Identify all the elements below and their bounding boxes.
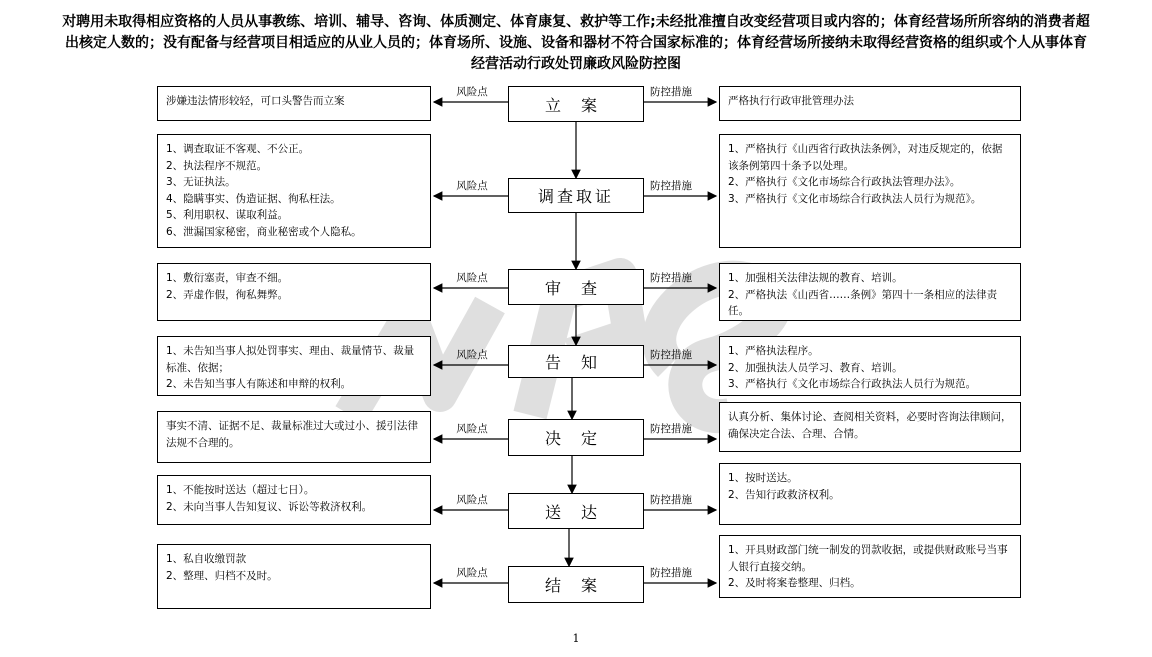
- risk-item: 4、隐瞒事实、伪造证据、徇私枉法。: [166, 192, 341, 205]
- control-box-delivery: [719, 463, 1021, 525]
- risk-item: 1、未告知当事人拟处罚事实、理由、裁量情节、裁量标准、依据；: [166, 345, 415, 374]
- step-delivery: 送达: [508, 493, 644, 529]
- risk-label: 风险点: [456, 272, 488, 284]
- control-label: 防控措施: [650, 423, 692, 435]
- control-item: 1、严格执行《山西省行政执法条例》，对违反规定的，依据该条例第四十条予以处理。: [728, 143, 1003, 172]
- control-item: 1、严格执法程序。: [728, 345, 819, 357]
- control-item: 3、严格执行《文化市场综合行政执法人员行为规范。: [728, 378, 977, 390]
- risk-item: 2、未告知当事人有陈述和申辩的权利。: [166, 378, 352, 390]
- risk-item: 2、未向当事人告知复议、诉讼等救济权利。: [166, 500, 373, 513]
- risk-item: 1、调查取证不客观、不公正。: [166, 143, 310, 155]
- control-item: 1、加强相关法律法规的教育、培训。: [728, 272, 903, 284]
- step-investigation: 调查取证: [508, 178, 644, 213]
- control-box-filing: [719, 86, 1021, 121]
- risk-item: 2、弄虚作假，徇私舞弊。: [166, 288, 289, 301]
- page-title: 对聘用未取得相应资格的人员从事教练、培训、辅导、咨询、体质测定、体育康复、救护等工作;未经批准擅自改变经营项目或内容的；体育经营场所所容纳的消费者超出核定人数的；没有配备与经营项目相适应的从业人员的；体育场所、设施、设备和器材不符合国家标准的；体育经营场所接纳未取得经营资格的组织或个人从事体育经营活动行政处罚廉政风险防控图: [62, 14, 1090, 72]
- risk-label: 风险点: [456, 567, 488, 579]
- page-number: 1: [572, 632, 580, 645]
- risk-item: 6、泄漏国家秘密，商业秘密或个人隐私。: [166, 225, 362, 238]
- step-decision: 决定: [508, 419, 644, 456]
- step-closing: 结案: [508, 566, 644, 603]
- control-box-investigation: [719, 134, 1021, 248]
- control-item: 3、严格执行《文化市场综合行政执法人员行为规范》。: [728, 192, 982, 205]
- risk-label: 风险点: [456, 423, 488, 435]
- control-label: 防控措施: [650, 494, 692, 506]
- control-box-closing: [719, 535, 1021, 598]
- control-item: 2、严格执行《文化市场综合行政执法管理办法》。: [728, 176, 961, 188]
- control-item: 2、告知行政救济权利。: [728, 488, 840, 501]
- control-box-decision: [719, 402, 1021, 452]
- control-label: 防控措施: [650, 567, 692, 579]
- risk-box-filing: [157, 86, 431, 121]
- risk-box-decision: [157, 411, 431, 463]
- risk-label: 风险点: [456, 86, 488, 98]
- risk-label: 风险点: [456, 494, 488, 506]
- risk-item: 1、不能按时送达（超过七日）。: [166, 484, 315, 496]
- risk-label: 风险点: [456, 349, 488, 361]
- control-label: 防控措施: [650, 272, 692, 284]
- risk-box-investigation: [157, 134, 431, 248]
- control-item: 2、及时将案卷整理、归档。: [728, 577, 861, 589]
- step-filing: 立案: [508, 86, 644, 122]
- control-label: 防控措施: [650, 349, 692, 361]
- risk-item: 5、利用职权、谋取利益。: [166, 209, 289, 221]
- control-box-review: [719, 263, 1021, 321]
- risk-label: 风险点: [456, 180, 488, 192]
- risk-box-closing: [157, 544, 431, 609]
- risk-box-notification: [157, 336, 431, 396]
- control-item: 1、开具财政部门统一制发的罚款收据，或提供财政账号当事人银行直接交纳。: [728, 544, 1008, 573]
- risk-box-delivery: [157, 475, 431, 525]
- control-box-notification: [719, 336, 1021, 396]
- control-label: 防控措施: [650, 180, 692, 192]
- risk-item: 事实不清、证据不足、裁量标准过大或过小、援引法律法规不合理的。: [166, 420, 418, 449]
- risk-item: 1、私自收缴罚款: [166, 553, 247, 565]
- control-item: 1、按时送达。: [728, 472, 798, 484]
- risk-item: 2、整理、归档不及时。: [166, 569, 278, 582]
- step-notification: 告知: [508, 345, 644, 378]
- risk-item: 2、执法程序不规范。: [166, 159, 268, 172]
- risk-item: 3、无证执法。: [166, 176, 236, 188]
- risk-item: 涉嫌违法情形较轻，可口头警告而立案: [166, 95, 345, 107]
- control-item: 严格执行行政审批管理办法: [728, 95, 854, 107]
- risk-box-review: [157, 263, 431, 321]
- control-item: 2、严格执法《山西省……条例》第四十一条相应的法律责任。: [728, 288, 998, 317]
- risk-item: 1、敷衍塞责，审查不细。: [166, 272, 289, 284]
- control-label: 防控措施: [650, 86, 692, 98]
- control-item: 认真分析、集体讨论、查阅相关资料，必要时咨询法律顾问，确保决定合法、合理、合情。: [728, 411, 1012, 440]
- step-review: 审查: [508, 269, 644, 305]
- control-item: 2、加强执法人员学习、教育、培训。: [728, 361, 903, 374]
